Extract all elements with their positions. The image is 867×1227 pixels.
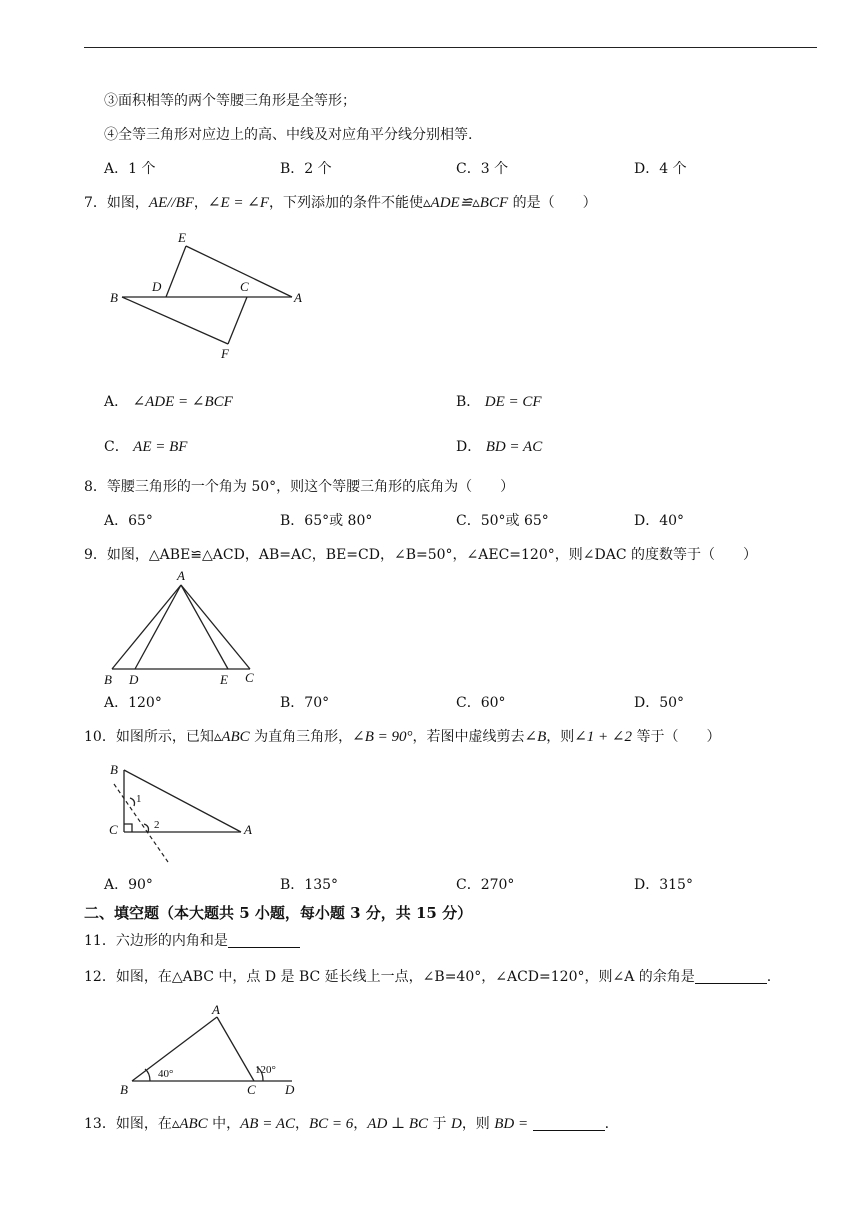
q12-label-c: C (247, 1082, 256, 1097)
q8-stem: 8．等腰三角形的一个角为 50°，则这个等腰三角形的底角为（ ） (84, 479, 515, 495)
q9-stem: 9．如图，△ABE≌△ACD，AB=AC，BE=CD，∠B=50°，∠AEC=120°，则∠DAC 的度数等于（ ） (84, 547, 757, 563)
q12-label-d: D (285, 1082, 295, 1097)
q9-label-c: C (245, 670, 254, 685)
q10-option-d: D．315° (634, 877, 693, 893)
q7-label-b: B (110, 290, 118, 305)
q8-option-d: D．40° (634, 513, 685, 529)
q7-label-d: D (152, 279, 162, 294)
q9-label-b: B (104, 672, 112, 687)
q7-option-d: D． BD = AC (456, 439, 543, 455)
q9-option-b: B．70° (280, 695, 330, 711)
q7-option-c: C． AE = BF (104, 439, 188, 455)
q13-stem: 13．如图，在▵ABC 中，AB = AC，BC = 6，AD ⊥ BC 于 D，则 BD = . (84, 1116, 610, 1132)
q12-figure (110, 1000, 305, 1100)
q10-figure (100, 756, 270, 868)
q11-answer-blank (228, 933, 300, 948)
q7-label-c: C (240, 279, 249, 294)
q13-answer-blank (533, 1116, 605, 1131)
q9-figure (100, 568, 265, 688)
q9-option-c: C．60° (456, 695, 506, 711)
q10-stem: 10．如图所示，已知▵ABC 为直角三角形，∠B = 90°，若图中虚线剪去∠B，则∠1 + ∠2 等于（ ） (84, 729, 721, 745)
q8-option-c: C．50°或 65° (456, 513, 549, 529)
q7-option-b: B． DE = CF (456, 394, 542, 410)
q10-label-b: B (110, 762, 118, 777)
q7-label-e: E (178, 230, 186, 245)
section-2-heading: 二、填空题（本大题共 5 小题，每小题 3 分，共 15 分） (84, 904, 473, 922)
q12-answer-blank (695, 969, 767, 984)
q12-label-a: A (212, 1002, 220, 1017)
q9-label-e: E (220, 672, 228, 687)
q12-label-b: B (120, 1082, 128, 1097)
q8-option-a: A．65° (104, 513, 153, 529)
q7-option-a: A． ∠ADE = ∠BCF (104, 394, 233, 410)
q7-label-f: F (221, 346, 229, 361)
q12-angle-120: 120° (255, 1064, 276, 1076)
q10-angle-1: 1 (136, 793, 142, 805)
q6-option-b: B．2 个 (280, 161, 332, 177)
q7-stem: 7．如图，AE//BF，∠E = ∠F，下列添加的条件不能使▵ADE≌▵BCF 的是（ ） (84, 195, 597, 211)
q10-option-a: A．90° (104, 877, 153, 893)
q6-option-a: A．1 个 (104, 161, 156, 177)
q10-option-b: B．135° (280, 877, 339, 893)
q11-stem: 11．六边形的内角和是 (84, 932, 300, 950)
q10-angle-2: 2 (154, 819, 160, 831)
header-rule (84, 47, 817, 48)
q10-label-c: C (109, 822, 118, 837)
q9-option-a: A．120° (104, 695, 162, 711)
q10-option-c: C．270° (456, 877, 515, 893)
q6-statement-4: ④全等三角形对应边上的高、中线及对应角平分线分别相等. (104, 127, 473, 143)
q6-option-d: D．4 个 (634, 161, 687, 177)
q12-stem: 12．如图，在△ABC 中，点 D 是 BC 延长线上一点，∠B=40°，∠ACD=120°，则∠A 的余角是 . (84, 969, 772, 985)
q6-option-c: C．3 个 (456, 161, 509, 177)
q8-option-b: B．65°或 80° (280, 513, 373, 529)
q7-label-a: A (294, 290, 302, 305)
q9-label-a: A (177, 568, 185, 583)
q9-option-d: D．50° (634, 695, 685, 711)
q7-figure (100, 226, 320, 366)
q12-angle-40: 40° (158, 1068, 174, 1080)
q10-label-a: A (244, 822, 252, 837)
q9-label-d: D (129, 672, 139, 687)
q6-statement-3: ③面积相等的两个等腰三角形是全等形； (104, 93, 356, 109)
